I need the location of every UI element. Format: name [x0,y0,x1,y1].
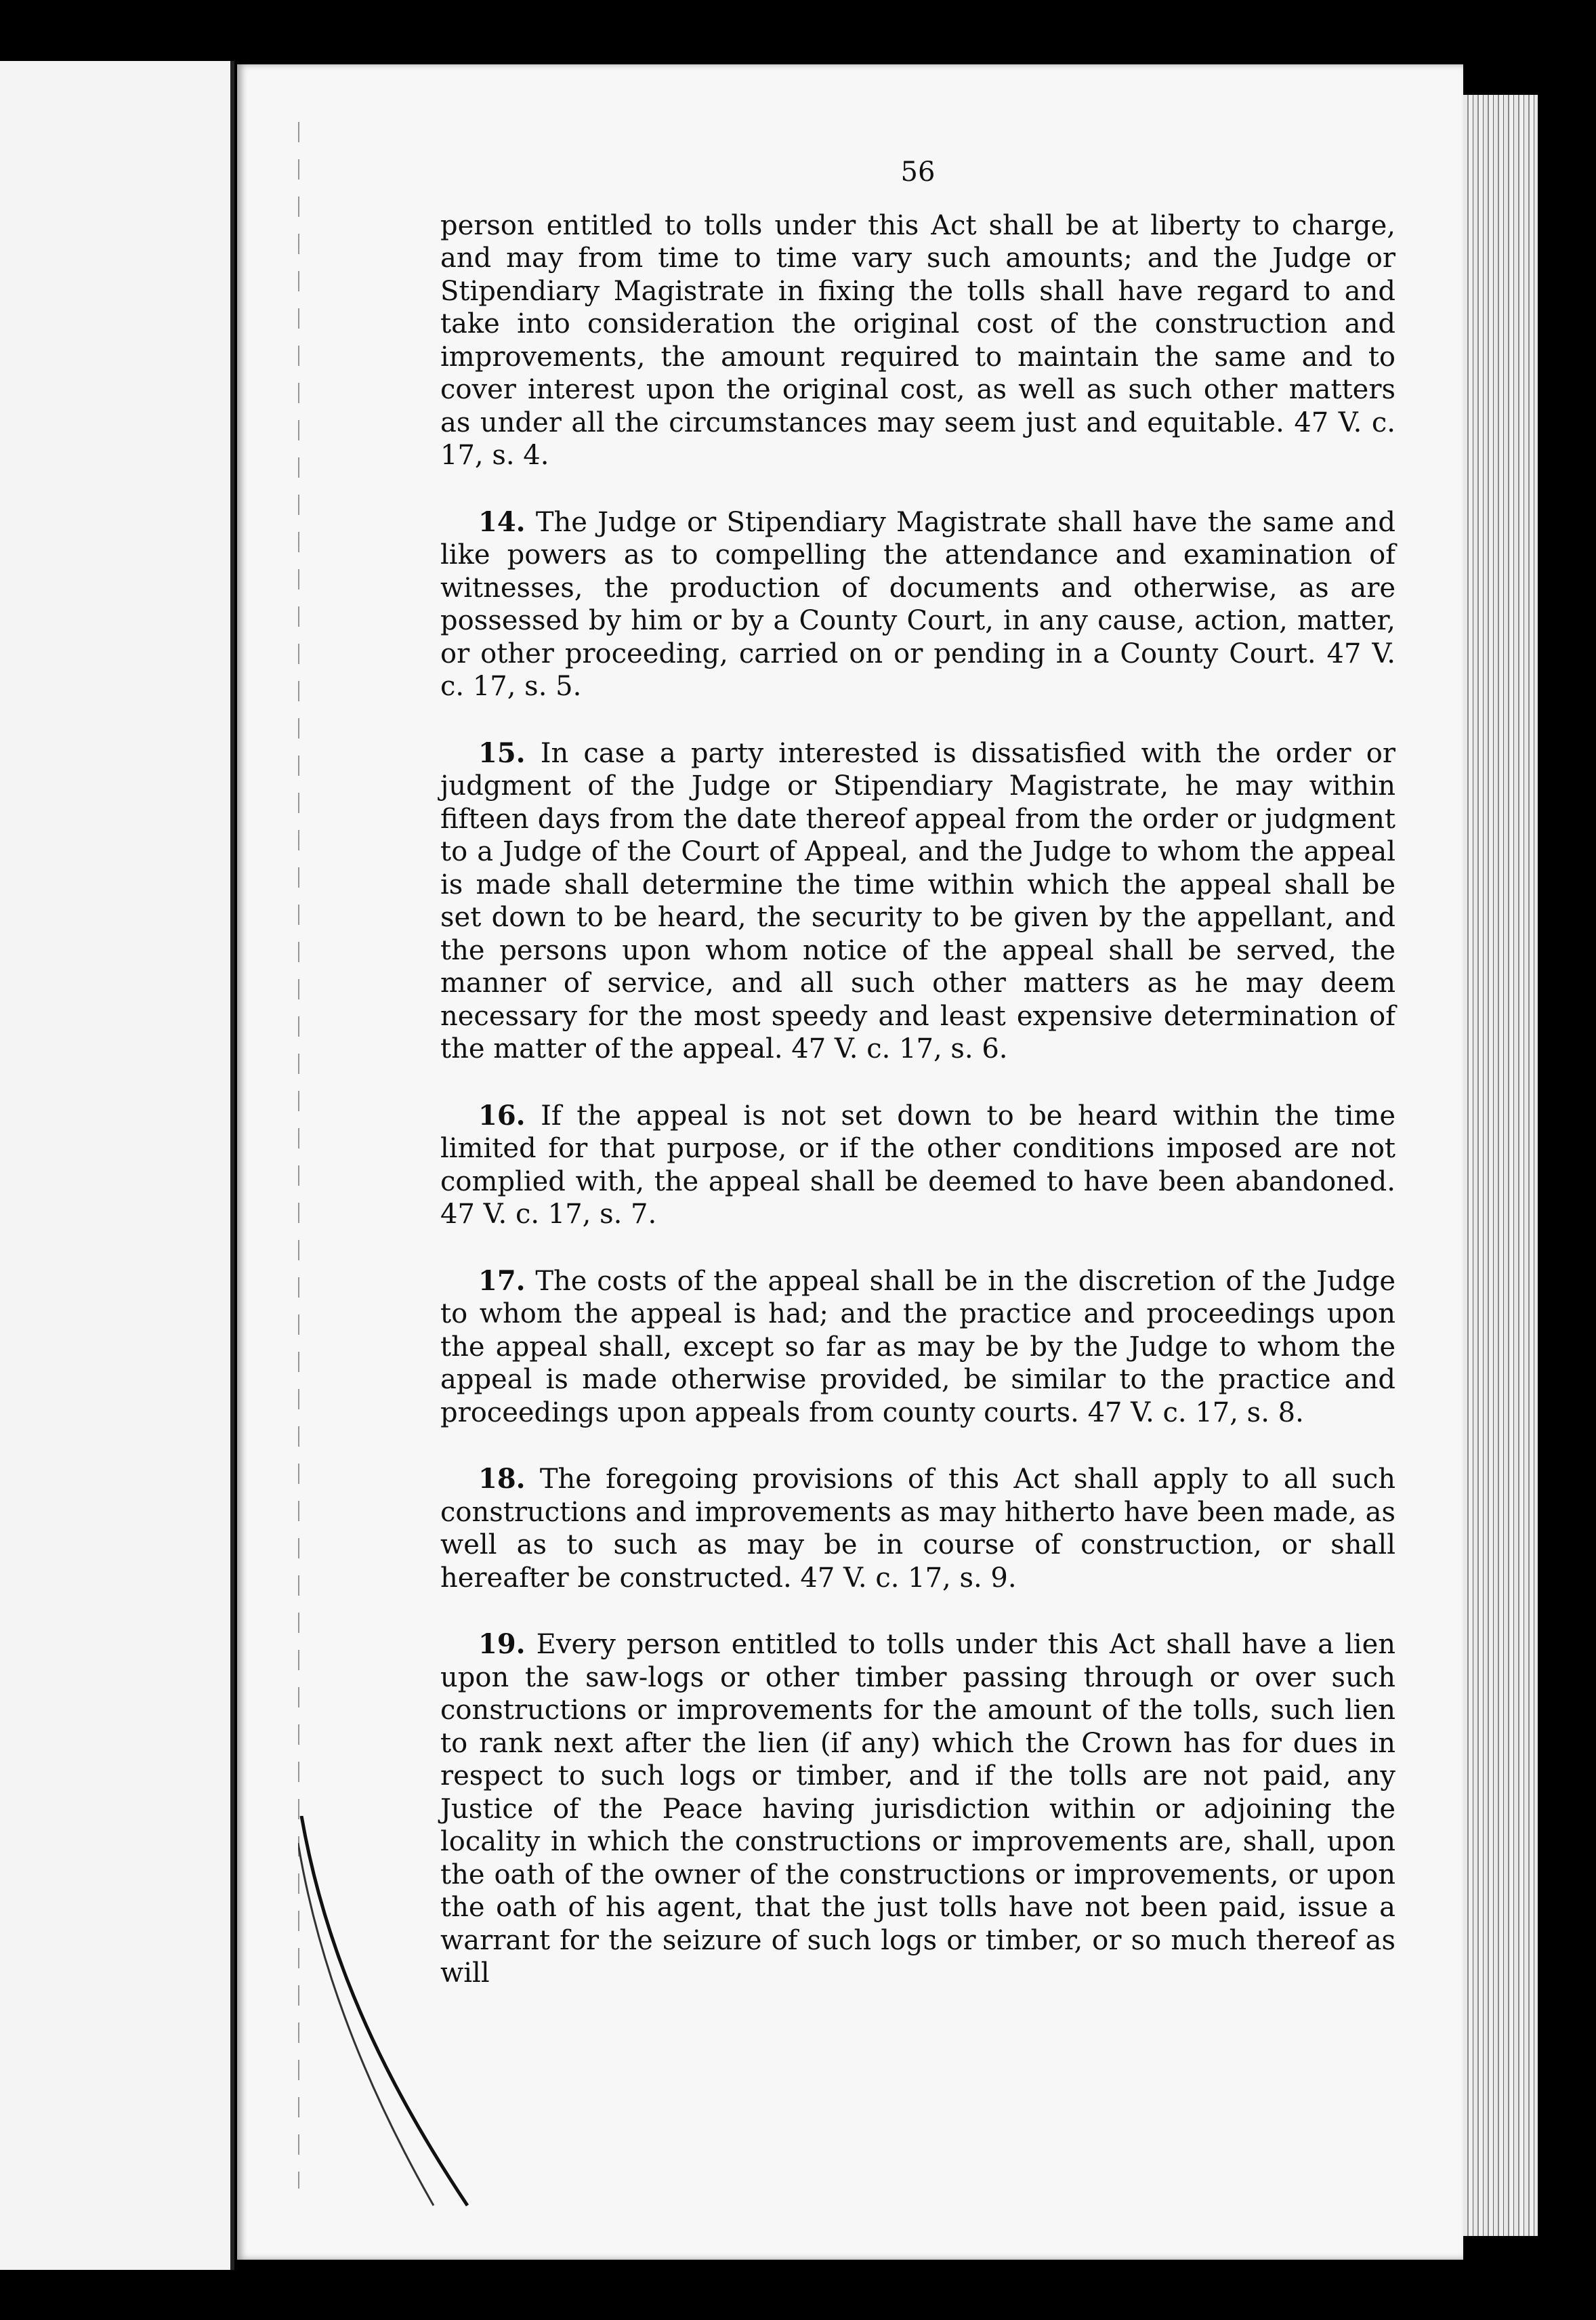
paragraph-text: In case a party interested is dissatisfied with the order or judgment of the Judge or Stipendiary Magistrate, he may within fifteen days from the date thereof appeal from the order or judgment to a Judge of the Court of Appeal, and the Judge to whom the appeal is made shall determine the time within which the appeal shall be set down to be heard, the security to be given by the appellant, and the persons upon whom notice of the appeal shall be served, the manner of service, and all such other matters as he may deem necessary for the most speedy and least expensive determination of the matter of the appeal. [440,737,1395,1064]
paragraph-citation: 47 V. c. 17, s. 8. [1087,1396,1304,1428]
paragraph-text: The costs of the appeal shall be in the discretion of the Judge to whom the appeal is had; and the practice and proceedings upon the appeal shall, except so far as may be by the Judge to whom the appeal is made otherwise provided, be similar to the practice and proceedings upon appeals from county courts. [440,1265,1395,1428]
section-number: 16. [478,1099,526,1132]
page-number: 56 [900,157,936,188]
paragraph-text: The foregoing provisions of this Act shall apply to all such constructions and improvements as may hitherto have been made, as well as to such as may be in course of construction, or shall hereafter be constructed. [440,1464,1395,1594]
paragraph-text: Every person entitled to tolls under this Act shall have a lien upon the saw-logs or other timber passing through or over such constructions or improvements for the amount of the tolls, such lien to rank next after the lien (if any) which the Crown has for dues in respect to such logs or timber, and if the tolls are not paid, any Justice of the Peace having jurisdiction within or adjoining the locality in which the constructions or improvements are, shall, upon the oath of the owner of the constructions or improvements, or upon the oath of his agent, that the just tolls have not been paid, issue a warrant for the seizure of such logs or timber, or so much thereof as will [440,1629,1395,1989]
paragraph-citation: 47 V. c. 17, s. 9. [800,1562,1017,1594]
section-number: 15. [478,737,526,769]
facing-page-edge [0,61,234,2270]
section-number: 19. [478,1628,526,1660]
section-14 [440,506,1395,703]
paragraph-citation: 47 V. c. 17, s. 7. [440,1199,657,1230]
section-number: 18. [478,1463,526,1495]
statute-text [440,156,1395,2024]
section-17 [440,1265,1395,1430]
section-number: 17. [478,1264,526,1297]
paragraph-text: If the appeal is not set down to be heard within the time limited for that purpose, or if the other conditions imposed are not complied with, the appeal shall be deemed to have been abandoned. [440,1100,1395,1197]
paragraph-text: person entitled to tolls under this Act shall be at liberty to charge, and may from time to time vary such amounts; and the Judge or Stipendiary Magistrate in fixing the tolls shall have regard to and take into consideration the original cost of the construction and improvements, the amount required to maintain the same and to cover interest upon the original cost, as well as such other matters as under all the circumstances may seem just and equitable. [440,209,1395,438]
page-stack-edge [1463,95,1538,2236]
paragraph-text: The Judge or Stipendiary Magistrate shall have the same and like powers as to compelling the attendance and examination of witnesses, the production of documents and otherwise, as are possessed by him or by a County Court, in any cause, action, matter, or other proceeding, carried on or pending in a County Court. [440,506,1395,669]
paragraph-citation: 47 V. c. 17, s. 4. [440,407,1396,471]
section-18 [440,1463,1395,1594]
section-19 [440,1628,1395,1990]
paragraph-citation: 47 V. c. 17, s. 6. [791,1033,1008,1064]
section-15 [440,737,1395,1066]
paragraph-continuation [440,209,1395,472]
paragraph-citation: 47 V. c. 17, s. 5. [440,638,1396,702]
section-number: 14. [478,505,526,538]
section-16 [440,1100,1395,1231]
